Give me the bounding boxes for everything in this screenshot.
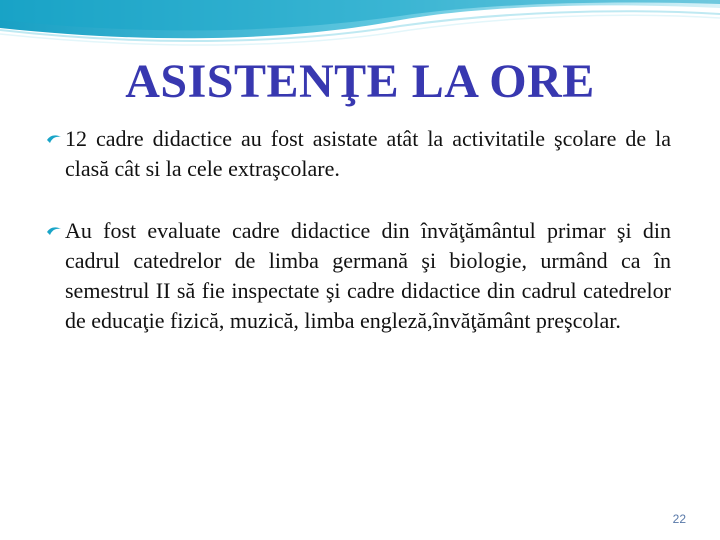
swoosh-bullet-icon: [46, 133, 62, 145]
bullet-list: [48, 124, 671, 368]
slide-title: ASISTENŢE LA ORE: [125, 55, 595, 108]
bullet-item: [48, 124, 671, 184]
bullet-text: 12 cadre didactice au fost asistate atât la activitatile şcolare de la clasă cât si la cele extraşcolare.: [65, 126, 671, 181]
swoosh-bullet-icon: [46, 225, 62, 237]
bullet-text: Au fost evaluate cadre didactice din învăţământul primar şi din cadrul catedrelor de limba germană şi biologie, urmând ca în semestrul II să fie inspectate şi cadre didactice din cadrul catedrelor de educaţie fizică, muzică, limba engleză,învăţământ preşcolar.: [65, 218, 671, 333]
slide-number: 22: [672, 512, 686, 526]
header-wave-decoration: [0, 0, 720, 60]
bullet-item: [48, 216, 671, 336]
